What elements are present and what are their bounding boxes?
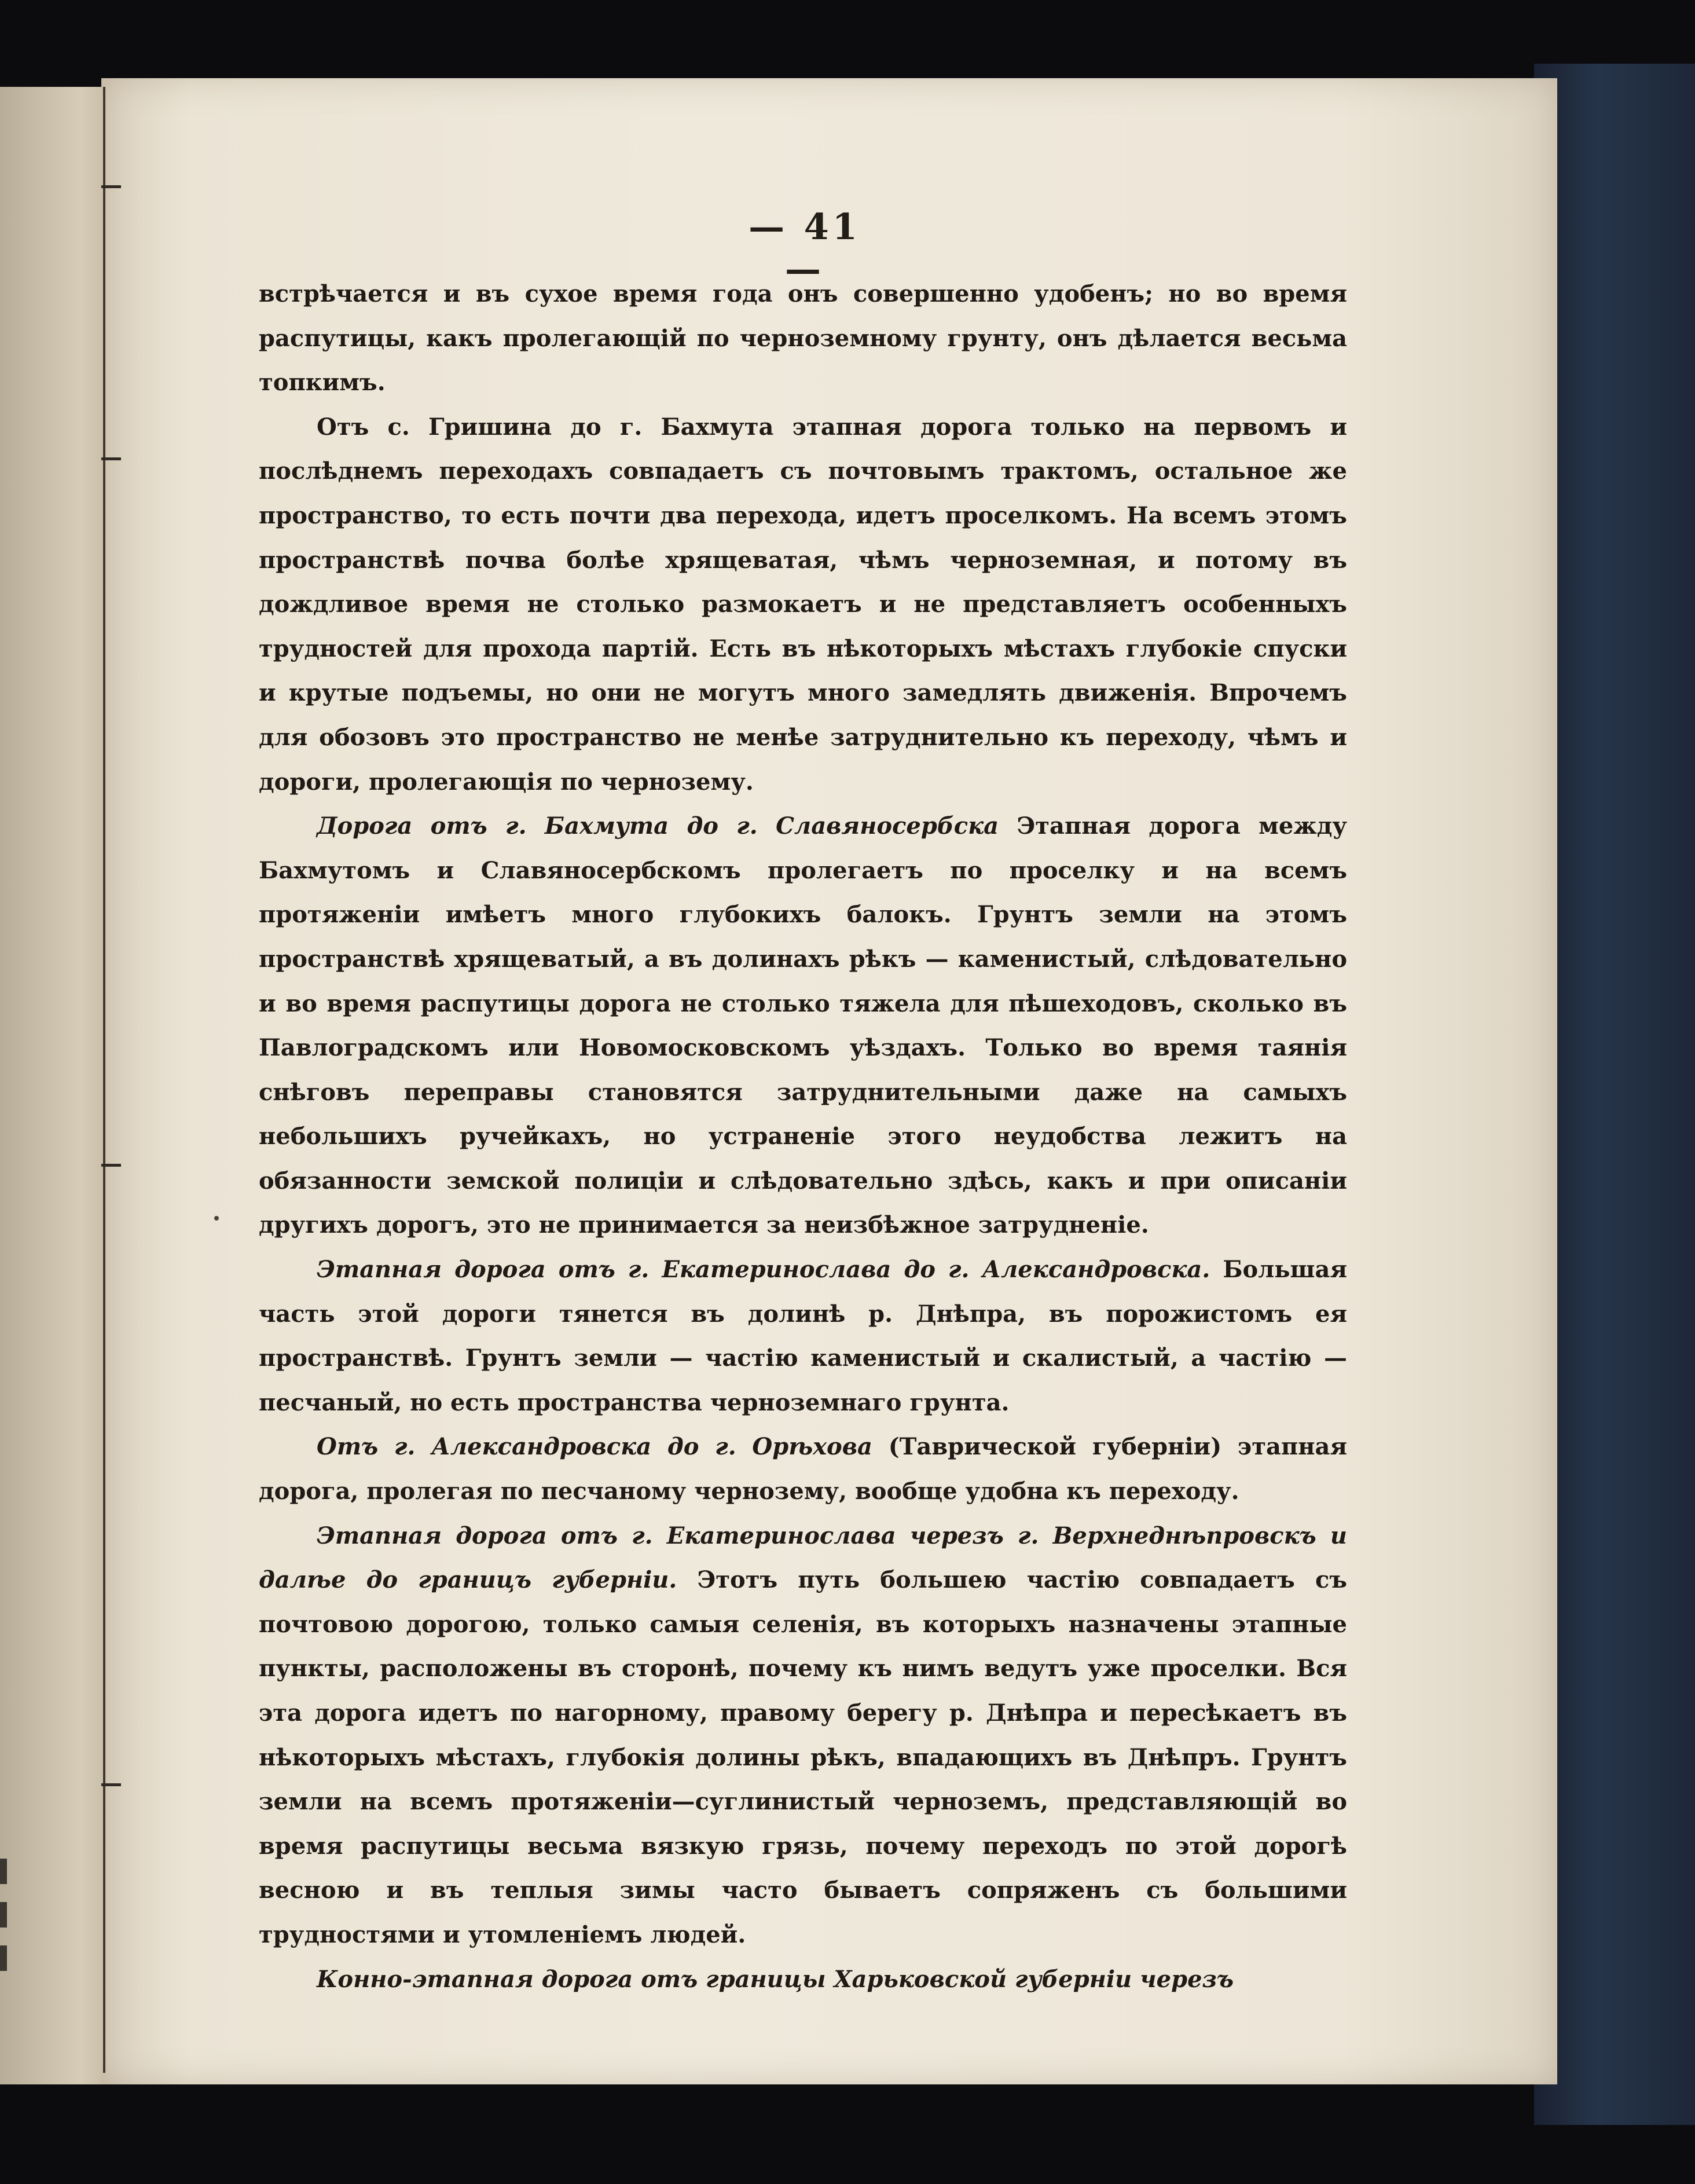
paragraph-text: Большая часть этой дороги тянется въ долинѣ р. Днѣпра, въ порожистомъ ея пространствѣ. Грунтъ земли — частію каменистый и скалистый, а частію — песчаный, но есть пространства черноземнаго грунта. [259, 1256, 1347, 1416]
paragraph [259, 272, 1347, 405]
binding-thread-mark [101, 185, 121, 188]
binding-thread-mark [101, 457, 121, 460]
italic-heading: Этапная дорога отъ г. Екатеринослава до г. Александровска. [317, 1256, 1210, 1284]
paragraph [259, 1425, 1347, 1514]
paragraph [259, 405, 1347, 804]
paragraph-text: встрѣчается и въ сухое время года онъ совершенно удобенъ; но во время распутицы, какъ пролегающій по черноземному грунту, онъ дѣлается весьма топкимъ. [259, 280, 1347, 397]
italic-heading: Конно-этапная дорога отъ границы Харьковской губерніи черезъ [317, 1965, 1234, 1993]
paragraph-text: Этапная дорога между Бахмутомъ и Славяносербскомъ пролегаетъ по проселку и на всемъ протяженіи имѣетъ много глубокихъ балокъ. Грунтъ земли на этомъ пространствѣ хрящеватый, а въ долинахъ рѣкъ — каменистый, слѣдовательно и во время распутицы дорога не столько тяжела для пѣшеходовъ, сколько въ Павлоградскомъ или Новомосковскомъ уѣздахъ. Только во время таянія снѣговъ переправы становятся затруднительными даже на самыхъ небольшихъ ручейкахъ, но устраненіе этого неудобства лежитъ на обязанности земской полиціи и слѣдовательно здѣсь, какъ и при описаніи другихъ дорогъ, это не принимается за неизбѣжное затрудненіе. [259, 812, 1347, 1239]
paragraph [259, 1514, 1347, 1958]
paragraph [259, 1248, 1347, 1425]
paragraph-text: (Таврической губерніи) этапная дорога, пролегая по песчаному чернозему, вообще удобна къ переходу. [259, 1433, 1347, 1505]
paragraph [259, 804, 1347, 1248]
binding-thread-mark [101, 1164, 121, 1167]
paragraph [259, 1958, 1347, 2002]
italic-heading: Этапная дорога отъ г. Екатеринослава черезъ г. Верхнеднѣпровскъ и далѣе до границъ губерніи. [259, 1522, 1347, 1594]
italic-heading: Отъ г. Александровска до г. Орѣхова [317, 1433, 872, 1461]
gutter-line [103, 87, 112, 2073]
previous-page-edge [0, 87, 116, 2084]
paper-speck [214, 1216, 219, 1221]
italic-heading: Дорога отъ г. Бахмута до г. Славяносербска [317, 812, 999, 840]
paragraph-text: Отъ с. Гришина до г. Бахмута этапная дорога только на первомъ и послѣднемъ переходахъ совпадаетъ съ почтовымъ трактомъ, остальное же пространство, то есть почти два перехода, идетъ проселкомъ. На всемъ этомъ пространствѣ почва болѣе хрящеватая, чѣмъ черноземная, и потому въ дождливое время не столько размокаетъ и не представляетъ особенныхъ трудностей для прохода партій. Есть въ нѣкоторыхъ мѣстахъ глубокіе спуски и крутые подъемы, но они не могутъ много замедлять движенія. Впрочемъ для обозовъ это пространство не менѣе затруднительно къ переходу, чѣмъ и дороги, пролегающія по чернозему. [259, 413, 1347, 796]
previous-page-glyph [0, 1859, 7, 1884]
paragraph-text: Этотъ путь большею частію совпадаетъ съ почтовою дорогою, только самыя селенія, въ которыхъ назначены этапные пункты, расположены въ сторонѣ, почему къ нимъ ведутъ уже проселки. Вся эта дорога идетъ по нагорному, правому берегу р. Днѣпра и пересѣкаетъ въ нѣкоторыхъ мѣстахъ, глубокія долины рѣкъ, впадающихъ въ Днѣпръ. Грунтъ земли на всемъ протяженіи—суглинистый черноземъ, представляющій во время распутицы весьма вязкую грязь, почему переходъ по этой дорогѣ весною и въ теплыя зимы часто бываетъ сопряженъ съ большими трудностями и утомленіемъ людей. [259, 1566, 1348, 1948]
page-number: — 41 — [749, 206, 861, 290]
binding-thread-mark [101, 1783, 121, 1786]
book-cover-cloth [1534, 64, 1695, 2125]
body-text [259, 272, 1347, 2002]
previous-page-glyph [0, 1945, 7, 1971]
previous-page-glyph [0, 1902, 7, 1928]
